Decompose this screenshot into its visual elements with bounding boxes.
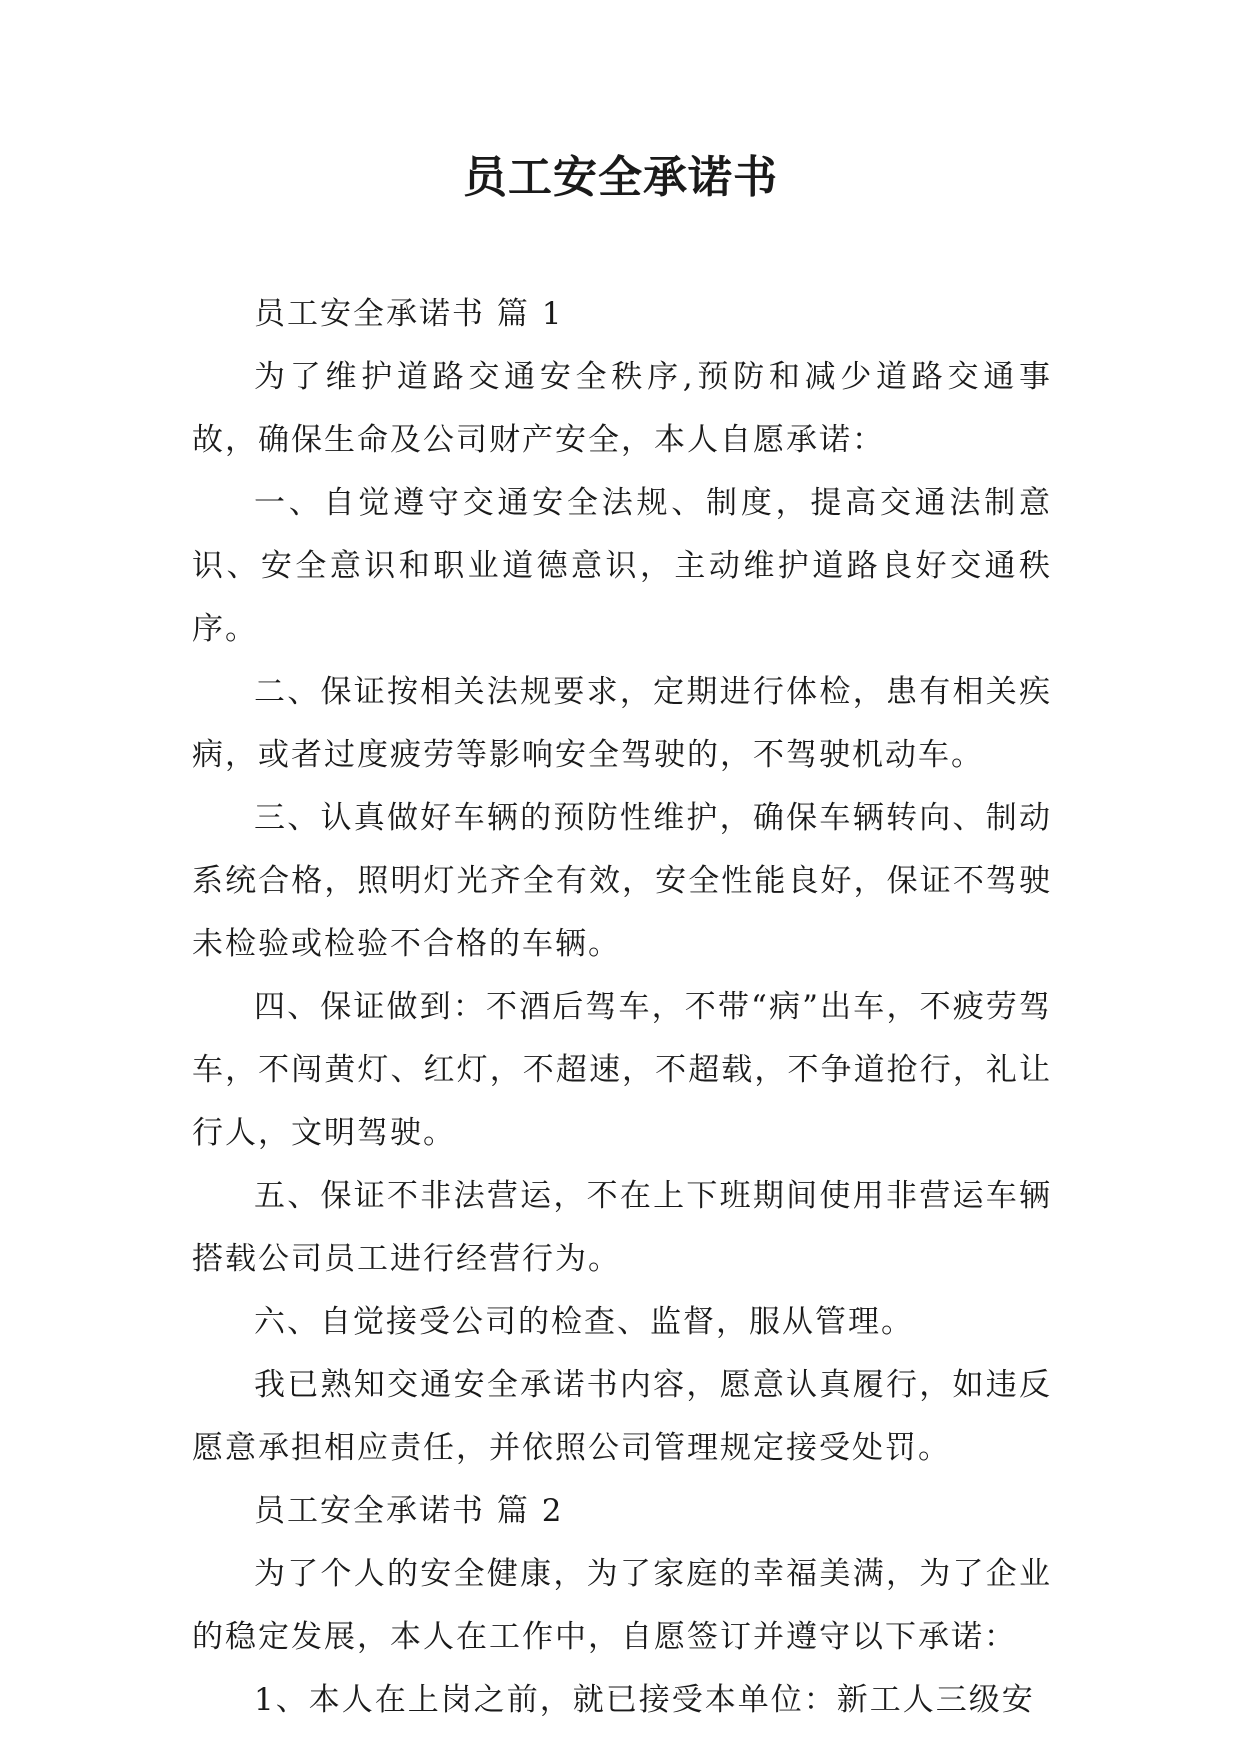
paragraph-closing: 我已熟知交通安全承诺书内容，愿意认真履行，如违反愿意承担相应责任，并依照公司管理规定接受处罚。 bbox=[192, 1367, 1052, 1466]
paragraph-item-4: 四、保证做到：不酒后驾车，不带“病”出车，不疲劳驾车，不闯黄灯、红灯，不超速，不超载，不争道抢行，礼让行人，文明驾驶。 bbox=[192, 989, 1052, 1151]
document-body bbox=[192, 283, 1052, 1732]
paragraph-item-1: 一、自觉遵守交通安全法规、制度，提高交通法制意识、安全意识和职业道德意识，主动维护道路良好交通秩序。 bbox=[192, 485, 1052, 647]
paragraph-intro-2: 为了个人的安全健康，为了家庭的幸福美满，为了企业的稳定发展，本人在工作中，自愿签订并遵守以下承诺： bbox=[192, 1556, 1052, 1655]
paragraph-item-2-1: 1、本人在上岗之前，就已接受本单位：新工人三级安 bbox=[254, 1682, 1035, 1718]
paragraph-intro: 为了维护道路交通安全秩序,预防和减少道路交通事故，确保生命及公司财产安全，本人自愿承诺： bbox=[192, 359, 1052, 458]
section-heading-1: 员工安全承诺书 篇 1 bbox=[254, 296, 564, 332]
paragraph-item-2: 二、保证按相关法规要求，定期进行体检，患有相关疾病，或者过度疲劳等影响安全驾驶的，不驾驶机动车。 bbox=[192, 674, 1052, 773]
section-heading-2: 员工安全承诺书 篇 2 bbox=[254, 1493, 564, 1529]
paragraph-item-3: 三、认真做好车辆的预防性维护，确保车辆转向、制动系统合格，照明灯光齐全有效，安全性能良好，保证不驾驶未检验或检验不合格的车辆。 bbox=[192, 800, 1052, 962]
paragraph-item-6: 六、自觉接受公司的检查、监督，服从管理。 bbox=[254, 1304, 914, 1340]
document-title: 员工安全承诺书 bbox=[463, 152, 778, 203]
paragraph-item-5: 五、保证不非法营运，不在上下班期间使用非营运车辆搭载公司员工进行经营行为。 bbox=[192, 1178, 1052, 1277]
